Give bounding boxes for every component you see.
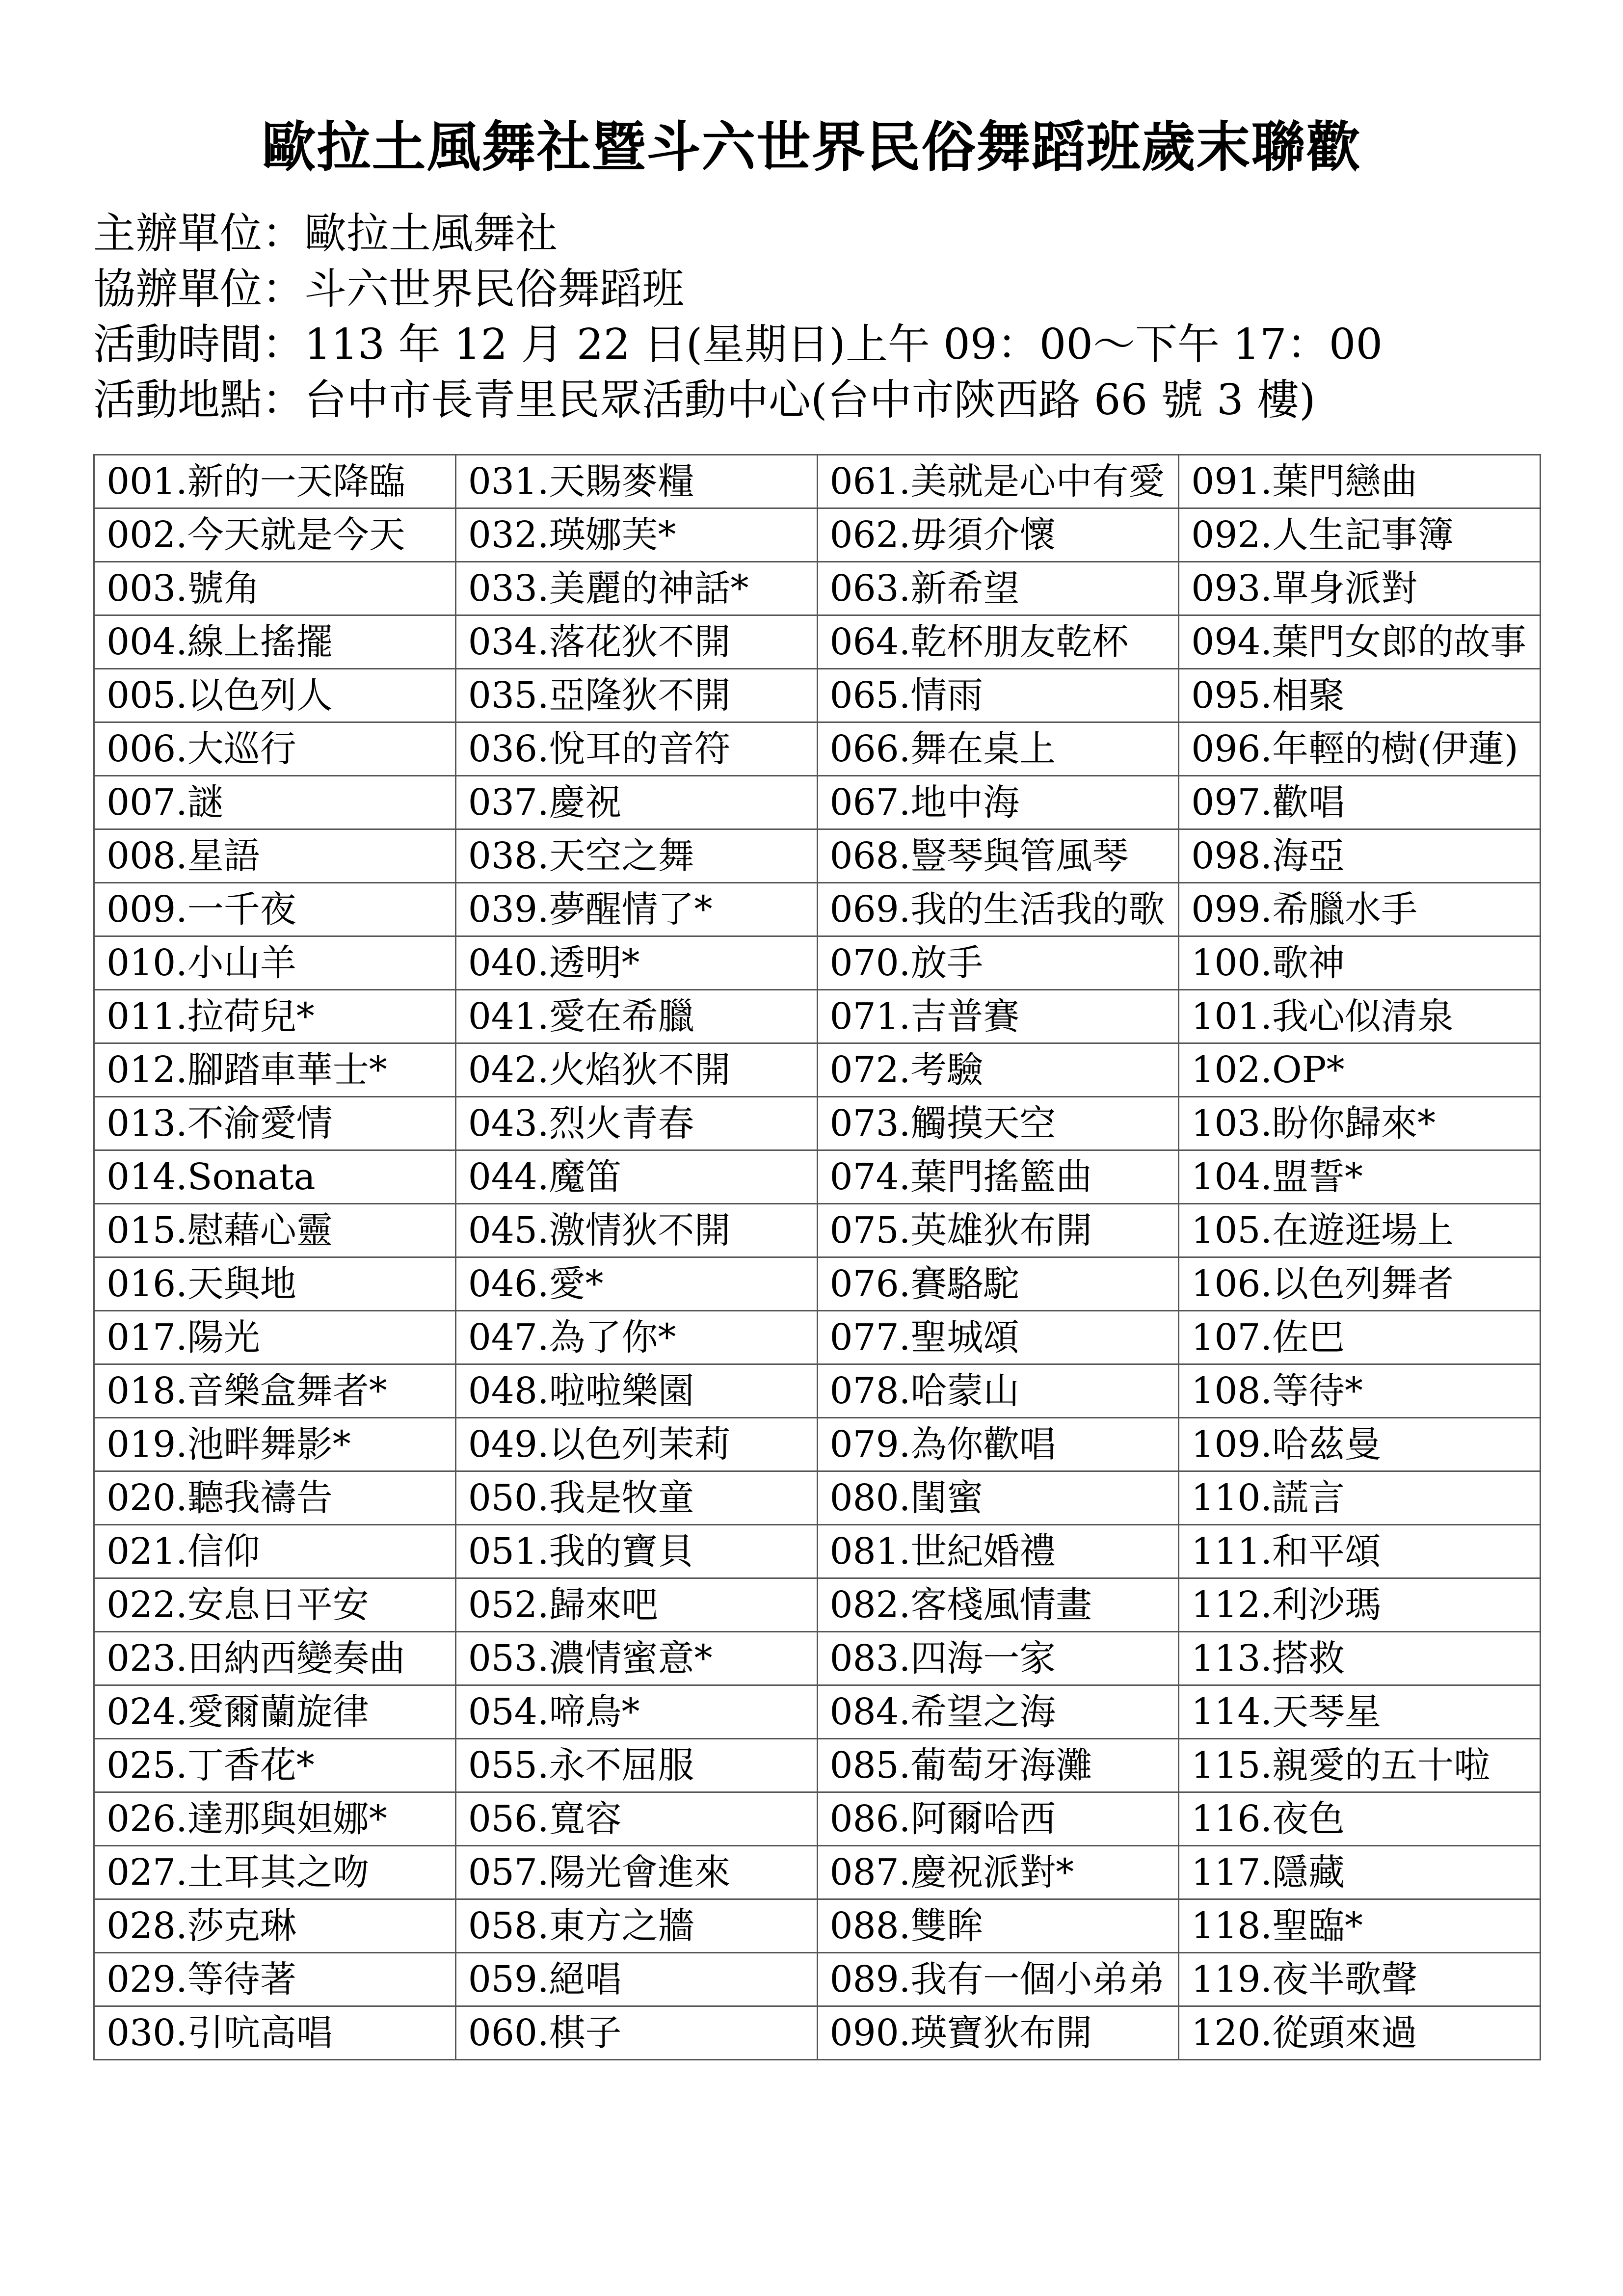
song-cell: 049.以色列茉莉: [455, 1418, 817, 1471]
song-cell: 038.天空之舞: [455, 829, 817, 883]
table-row: [94, 669, 1541, 722]
song-cell: 022.安息日平安: [94, 1578, 456, 1632]
song-cell: 091.葉門戀曲: [1179, 455, 1541, 508]
song-cell: 098.海亞: [1179, 829, 1541, 883]
song-cell: 072.考驗: [817, 1043, 1179, 1097]
song-cell: 056.寬容: [455, 1792, 817, 1846]
song-cell: 092.人生記事簿: [1179, 508, 1541, 562]
table-row: [94, 1257, 1541, 1311]
song-cell: 120.從頭來過: [1179, 2006, 1541, 2060]
song-cell: 089.我有一個小弟弟: [817, 1953, 1179, 2006]
song-cell: 058.東方之牆: [455, 1899, 817, 1953]
song-cell: 010.小山羊: [94, 936, 456, 990]
table-row: [94, 722, 1541, 776]
table-row: [94, 1097, 1541, 1150]
song-cell: 077.聖城頌: [817, 1311, 1179, 1364]
song-cell: 097.歡唱: [1179, 776, 1541, 829]
song-cell: 093.單身派對: [1179, 562, 1541, 615]
song-cell: 013.不渝愛情: [94, 1097, 456, 1150]
song-cell: 085.葡萄牙海灘: [817, 1739, 1179, 1792]
table-row: [94, 1578, 1541, 1632]
table-row: [94, 1471, 1541, 1525]
song-cell: 019.池畔舞影*: [94, 1418, 456, 1471]
table-row: [94, 1364, 1541, 1418]
song-cell: 016.天與地: [94, 1257, 456, 1311]
song-cell: 034.落花狄不開: [455, 615, 817, 669]
co-organizer-line: 協辦單位：斗六世界民俗舞蹈班: [93, 265, 684, 314]
table-row: [94, 883, 1541, 936]
song-cell: 113.搭救: [1179, 1632, 1541, 1685]
song-cell: 103.盼你歸來*: [1179, 1097, 1541, 1150]
song-cell: 101.我心似清泉: [1179, 990, 1541, 1043]
song-cell: 071.吉普賽: [817, 990, 1179, 1043]
song-cell: 068.豎琴與管風琴: [817, 829, 1179, 883]
song-cell: 018.音樂盒舞者*: [94, 1364, 456, 1418]
song-cell: 027.土耳其之吻: [94, 1846, 456, 1899]
song-cell: 118.聖臨*: [1179, 1899, 1541, 1953]
song-list-table: [93, 454, 1541, 2060]
song-cell: 033.美麗的神話*: [455, 562, 817, 615]
table-row: [94, 1685, 1541, 1739]
song-cell: 003.號角: [94, 562, 456, 615]
song-cell: 015.慰藉心靈: [94, 1204, 456, 1257]
page-title: 歐拉土風舞社暨斗六世界民俗舞蹈班歲末聯歡: [262, 115, 1361, 179]
song-cell: 076.賽駱駝: [817, 1257, 1179, 1311]
song-cell: 050.我是牧童: [455, 1471, 817, 1525]
song-cell: 017.陽光: [94, 1311, 456, 1364]
song-cell: 096.年輕的樹(伊蓮): [1179, 722, 1541, 776]
song-cell: 046.愛*: [455, 1257, 817, 1311]
song-cell: 107.佐巴: [1179, 1311, 1541, 1364]
song-cell: 021.信仰: [94, 1525, 456, 1578]
song-cell: 044.魔笛: [455, 1150, 817, 1204]
table-row: [94, 990, 1541, 1043]
song-cell: 084.希望之海: [817, 1685, 1179, 1739]
song-cell: 039.夢醒情了*: [455, 883, 817, 936]
song-cell: 048.啦啦樂園: [455, 1364, 817, 1418]
event-info: [93, 206, 1566, 428]
song-cell: 035.亞隆狄不開: [455, 669, 817, 722]
song-cell: 054.啼鳥*: [455, 1685, 817, 1739]
song-cell: 060.棋子: [455, 2006, 817, 2060]
table-row: [94, 776, 1541, 829]
table-row: [94, 1792, 1541, 1846]
table-row: [94, 1632, 1541, 1685]
song-cell: 104.盟誓*: [1179, 1150, 1541, 1204]
song-cell: 011.拉荷兒*: [94, 990, 456, 1043]
song-cell: 041.愛在希臘: [455, 990, 817, 1043]
song-cell: 014.Sonata: [94, 1150, 456, 1204]
song-cell: 088.雙眸: [817, 1899, 1179, 1953]
song-cell: 055.永不屈服: [455, 1739, 817, 1792]
song-cell: 115.親愛的五十啦: [1179, 1739, 1541, 1792]
table-row: [94, 562, 1541, 615]
song-cell: 108.等待*: [1179, 1364, 1541, 1418]
song-cell: 053.濃情蜜意*: [455, 1632, 817, 1685]
organizer-line: 主辦單位：歐拉土風舞社: [93, 209, 558, 258]
song-cell: 065.情雨: [817, 669, 1179, 722]
song-cell: 063.新希望: [817, 562, 1179, 615]
song-cell: 047.為了你*: [455, 1311, 817, 1364]
song-cell: 052.歸來吧: [455, 1578, 817, 1632]
song-cell: 002.今天就是今天: [94, 508, 456, 562]
table-row: [94, 1418, 1541, 1471]
song-cell: 112.利沙瑪: [1179, 1578, 1541, 1632]
table-row: [94, 1525, 1541, 1578]
song-cell: 083.四海一家: [817, 1632, 1179, 1685]
song-cell: 005.以色列人: [94, 669, 456, 722]
song-cell: 110.謊言: [1179, 1471, 1541, 1525]
song-cell: 119.夜半歌聲: [1179, 1953, 1541, 2006]
song-cell: 006.大巡行: [94, 722, 456, 776]
song-cell: 078.哈蒙山: [817, 1364, 1179, 1418]
song-list-body: [94, 455, 1541, 2060]
song-cell: 042.火焰狄不開: [455, 1043, 817, 1097]
song-cell: 023.田納西變奏曲: [94, 1632, 456, 1685]
song-cell: 074.葉門搖籃曲: [817, 1150, 1179, 1204]
event-venue-line: 活動地點：台中市長青里民眾活動中心(台中市陝西路 66 號 3 樓): [93, 375, 1316, 425]
song-cell: 031.天賜麥糧: [455, 455, 817, 508]
song-cell: 114.天琴星: [1179, 1685, 1541, 1739]
song-cell: 024.愛爾蘭旋律: [94, 1685, 456, 1739]
table-row: [94, 829, 1541, 883]
song-cell: 087.慶祝派對*: [817, 1846, 1179, 1899]
song-cell: 069.我的生活我的歌: [817, 883, 1179, 936]
song-cell: 082.客棧風情畫: [817, 1578, 1179, 1632]
song-cell: 079.為你歡唱: [817, 1418, 1179, 1471]
song-cell: 004.線上搖擺: [94, 615, 456, 669]
song-cell: 028.莎克琳: [94, 1899, 456, 1953]
song-cell: 064.乾杯朋友乾杯: [817, 615, 1179, 669]
song-cell: 020.聽我禱告: [94, 1471, 456, 1525]
song-cell: 105.在遊逛場上: [1179, 1204, 1541, 1257]
song-cell: 057.陽光會進來: [455, 1846, 817, 1899]
song-cell: 090.瑛寶狄布開: [817, 2006, 1179, 2060]
song-cell: 009.一千夜: [94, 883, 456, 936]
table-row: [94, 1204, 1541, 1257]
song-cell: 029.等待著: [94, 1953, 456, 2006]
event-time-line: 活動時間：113 年 12 月 22 日(星期日)上午 09：00～下午 17：00: [93, 320, 1383, 369]
song-cell: 059.絕唱: [455, 1953, 817, 2006]
song-cell: 109.哈茲曼: [1179, 1418, 1541, 1471]
song-cell: 081.世紀婚禮: [817, 1525, 1179, 1578]
song-cell: 051.我的寶貝: [455, 1525, 817, 1578]
song-cell: 040.透明*: [455, 936, 817, 990]
song-cell: 043.烈火青春: [455, 1097, 817, 1150]
song-cell: 080.閨蜜: [817, 1471, 1179, 1525]
song-cell: 025.丁香花*: [94, 1739, 456, 1792]
song-cell: 099.希臘水手: [1179, 883, 1541, 936]
table-row: [94, 1899, 1541, 1953]
table-row: [94, 1739, 1541, 1792]
song-cell: 086.阿爾哈西: [817, 1792, 1179, 1846]
song-cell: 001.新的一天降臨: [94, 455, 456, 508]
song-cell: 094.葉門女郎的故事: [1179, 615, 1541, 669]
song-cell: 036.悅耳的音符: [455, 722, 817, 776]
table-row: [94, 508, 1541, 562]
table-row: [94, 1150, 1541, 1204]
table-row: [94, 1311, 1541, 1364]
song-cell: 106.以色列舞者: [1179, 1257, 1541, 1311]
song-cell: 045.激情狄不開: [455, 1204, 817, 1257]
table-row: [94, 1043, 1541, 1097]
song-cell: 008.星語: [94, 829, 456, 883]
table-row: [94, 2006, 1541, 2060]
song-cell: 070.放手: [817, 936, 1179, 990]
song-cell: 117.隱藏: [1179, 1846, 1541, 1899]
song-cell: 037.慶祝: [455, 776, 817, 829]
table-row: [94, 455, 1541, 508]
song-cell: 116.夜色: [1179, 1792, 1541, 1846]
song-cell: 111.和平頌: [1179, 1525, 1541, 1578]
song-cell: 032.瑛娜芙*: [455, 508, 817, 562]
song-cell: 012.腳踏車華士*: [94, 1043, 456, 1097]
song-cell: 102.OP*: [1179, 1043, 1541, 1097]
song-cell: 066.舞在桌上: [817, 722, 1179, 776]
song-cell: 075.英雄狄布開: [817, 1204, 1179, 1257]
song-cell: 026.達那與妲娜*: [94, 1792, 456, 1846]
table-row: [94, 615, 1541, 669]
song-cell: 100.歌神: [1179, 936, 1541, 990]
song-cell: 007.謎: [94, 776, 456, 829]
song-cell: 061.美就是心中有愛: [817, 455, 1179, 508]
table-row: [94, 1846, 1541, 1899]
song-cell: 067.地中海: [817, 776, 1179, 829]
song-cell: 073.觸摸天空: [817, 1097, 1179, 1150]
song-cell: 095.相聚: [1179, 669, 1541, 722]
table-row: [94, 936, 1541, 990]
song-cell: 062.毋須介懷: [817, 508, 1179, 562]
song-cell: 030.引吭高唱: [94, 2006, 456, 2060]
table-row: [94, 1953, 1541, 2006]
